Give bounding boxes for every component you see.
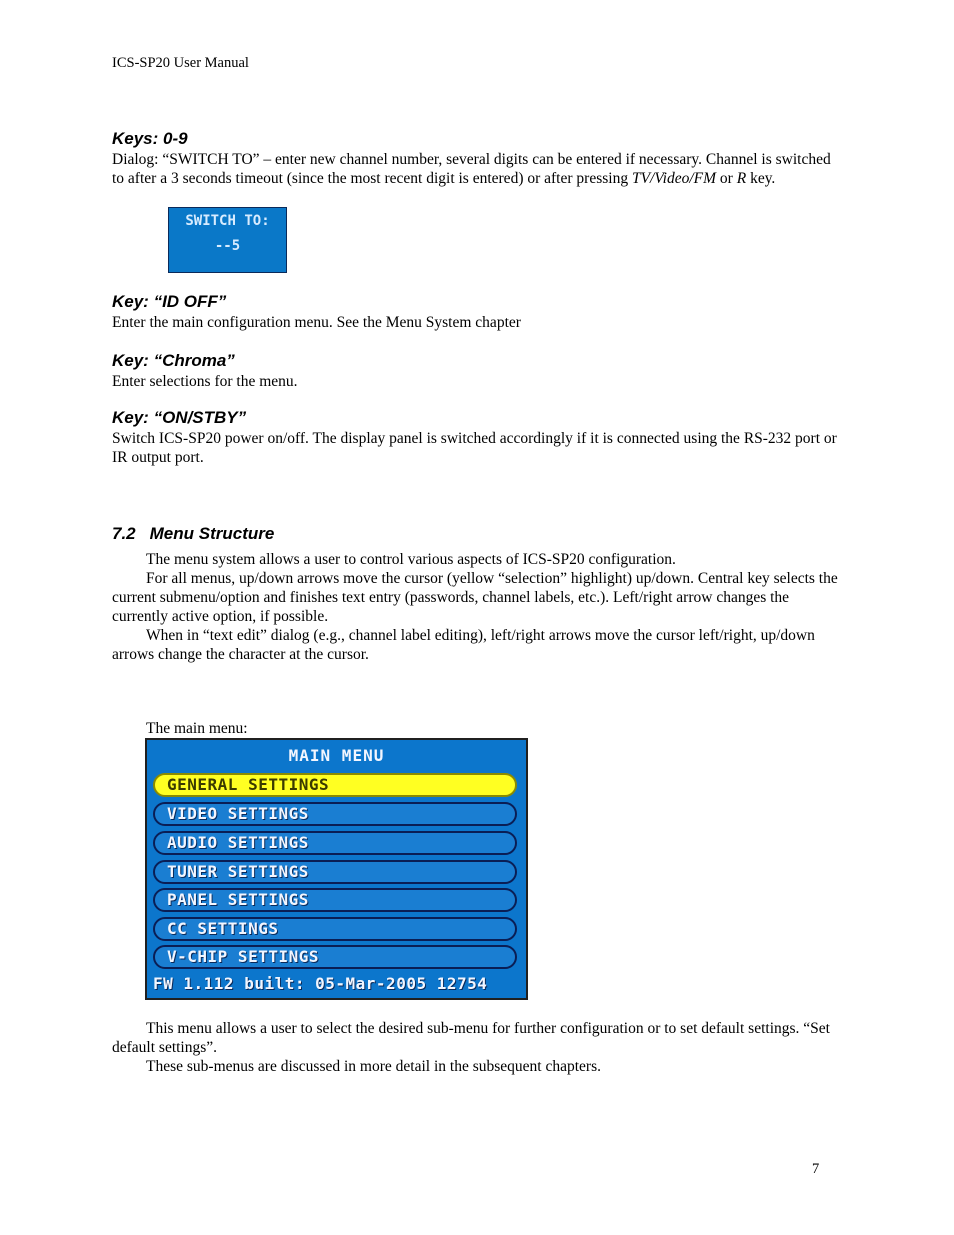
menu-item-video-settings[interactable]: VIDEO SETTINGS <box>153 802 517 826</box>
keys-0-9-description <box>112 150 842 188</box>
menu-item-v-chip-settings[interactable]: V-CHIP SETTINGS <box>153 945 517 969</box>
heading-key-on-stby: Key: “ON/STBY” <box>112 408 247 427</box>
firmware-info: FW 1.112 built: 05-Mar-2005 12754 <box>153 974 488 993</box>
key-r: R <box>736 170 747 187</box>
switch-to-dialog <box>168 207 287 273</box>
section-heading-menu-structure <box>112 524 274 544</box>
page-number: 7 <box>812 1161 820 1177</box>
menu-structure-para-2: For all menus, up/down arrows move the cursor (yellow “selection” highlight) up/down. Central key selects the current submenu/option and finishes text entry (passwords, channel labels, etc.). Left/right arrow changes the currently active option, if possible. <box>112 570 838 625</box>
menu-item-panel-settings[interactable]: PANEL SETTINGS <box>153 888 517 912</box>
running-header: ICS-SP20 User Manual <box>112 55 249 71</box>
keys-0-9-text: Dialog: “SWITCH TO” – enter new channel number, several digits can be entered if necessary. Channel is switched to after a 3 seconds timeout (since the most recent digit is entered) or after pressing <box>112 151 831 187</box>
menu-item-general-settings[interactable]: GENERAL SETTINGS <box>153 773 517 797</box>
menu-structure-para-3: When in “text edit” dialog (e.g., channel label editing), left/right arrows move the cursor left/right, up/down arrows change the character at the cursor. <box>112 627 815 663</box>
key-on-stby-description: Switch ICS-SP20 power on/off. The display panel is switched accordingly if it is connected using the RS-232 port or IR output port. <box>112 430 837 466</box>
main-menu-title: MAIN MENU <box>288 746 385 765</box>
menu-structure-para-5: These sub-menus are discussed in more detail in the subsequent chapters. <box>146 1058 601 1075</box>
menu-item-tuner-settings[interactable]: TUNER SETTINGS <box>153 860 517 884</box>
main-menu-screen <box>145 738 528 1000</box>
key-id-off-description: Enter the main configuration menu. See the Menu System chapter <box>112 314 521 331</box>
switch-to-title: SWITCH TO: <box>185 213 270 229</box>
key-tv-video-fm: TV/Video/FM <box>631 170 717 187</box>
key-chroma-description: Enter selections for the menu. <box>112 373 298 390</box>
menu-item-cc-settings[interactable]: CC SETTINGS <box>153 917 517 941</box>
switch-to-value: --5 <box>214 238 241 254</box>
heading-keys-0-9: Keys: 0-9 <box>112 129 188 148</box>
main-menu-caption: The main menu: <box>146 720 248 737</box>
menu-item-audio-settings[interactable]: AUDIO SETTINGS <box>153 831 517 855</box>
menu-structure-para-4: This menu allows a user to select the desired sub-menu for further configuration or to set default settings. “Set default settings”. <box>112 1020 830 1056</box>
text-or: or <box>716 170 737 187</box>
text-key-end: key. <box>746 170 776 187</box>
menu-structure-para-1: The menu system allows a user to control various aspects of ICS-SP20 configuration. <box>146 551 676 568</box>
section-number: 7.2 <box>112 524 136 543</box>
heading-key-id-off: Key: “ID OFF” <box>112 292 227 311</box>
section-title: Menu Structure <box>149 524 275 543</box>
heading-key-chroma: Key: “Chroma” <box>112 351 235 370</box>
